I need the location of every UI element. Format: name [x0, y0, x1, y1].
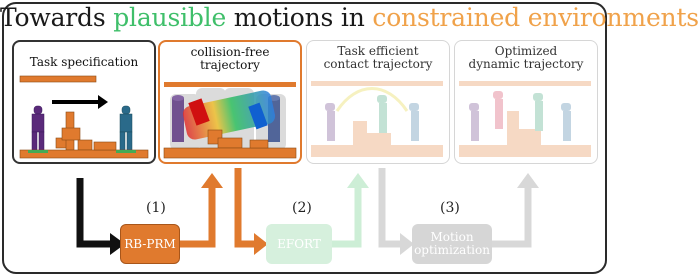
panel-2-title-line2: trajectory — [200, 58, 260, 72]
panel-collision-free-trajectory — [158, 40, 302, 164]
arrowhead-panel3 — [347, 173, 369, 188]
panel-3-title-line2: contact trajectory — [323, 57, 433, 71]
title-highlight-constrained: constrained environments — [372, 3, 699, 32]
stage-efort — [266, 224, 332, 264]
ceiling-bar — [20, 76, 96, 82]
panel-4-title: Optimized — [494, 44, 558, 58]
panel-4-title-line2: dynamic trajectory — [468, 57, 584, 71]
panel-task-specification — [12, 40, 156, 164]
humanoid-figure-icon — [325, 103, 335, 141]
humanoid-figure-icon — [409, 103, 419, 141]
panel-3-title: Task efficient — [337, 44, 419, 58]
panel-contact-trajectory — [306, 40, 450, 164]
arrow-motion-to-panel4 — [490, 186, 528, 244]
arrow-rbprm-to-panel2 — [178, 186, 212, 244]
humanoid-figure-icon — [561, 103, 571, 141]
humanoid-figure-icon — [377, 95, 387, 133]
humanoid-figure-goal-icon — [120, 106, 132, 152]
arrowhead-panel4 — [517, 173, 539, 188]
title-part-3: motions in — [226, 3, 373, 32]
humanoid-figure-icon — [469, 103, 479, 141]
arrow-panel3-to-motion — [382, 168, 402, 244]
stage-3-number: (3) — [440, 200, 460, 216]
stage-3-label: Motion — [430, 230, 474, 244]
panel-dynamic-trajectory — [454, 40, 598, 164]
right-arrow-icon — [52, 95, 108, 109]
arrow-task-to-rbprm — [80, 178, 112, 244]
humanoid-figure-icon — [493, 91, 503, 129]
panel-1-title: Task specification — [29, 55, 139, 69]
stage-1-label: RB-PRM — [124, 236, 176, 251]
stage-2-label: EFORT — [277, 236, 321, 251]
foot-marker-goal — [116, 150, 136, 153]
foot-marker-start — [28, 150, 48, 153]
stage-2-number: (2) — [292, 200, 312, 216]
title-highlight-plausible: plausible — [113, 3, 227, 32]
stage-3-label-line2: optimization — [414, 243, 490, 257]
stage-motion-optimization — [412, 224, 492, 264]
humanoid-figure-icon — [533, 93, 543, 131]
ceiling-bar — [164, 82, 296, 87]
humanoid-figure-icon — [32, 106, 44, 152]
arrow-efort-to-panel3 — [330, 186, 358, 244]
title-part-1: Towards — [0, 3, 114, 32]
stage-rb-prm — [120, 224, 180, 264]
stage-1-number: (1) — [146, 200, 166, 216]
arrow-panel2-to-efort — [238, 168, 256, 244]
panel-2-title: collision-free — [190, 45, 270, 59]
arrowhead-panel2 — [201, 173, 223, 188]
